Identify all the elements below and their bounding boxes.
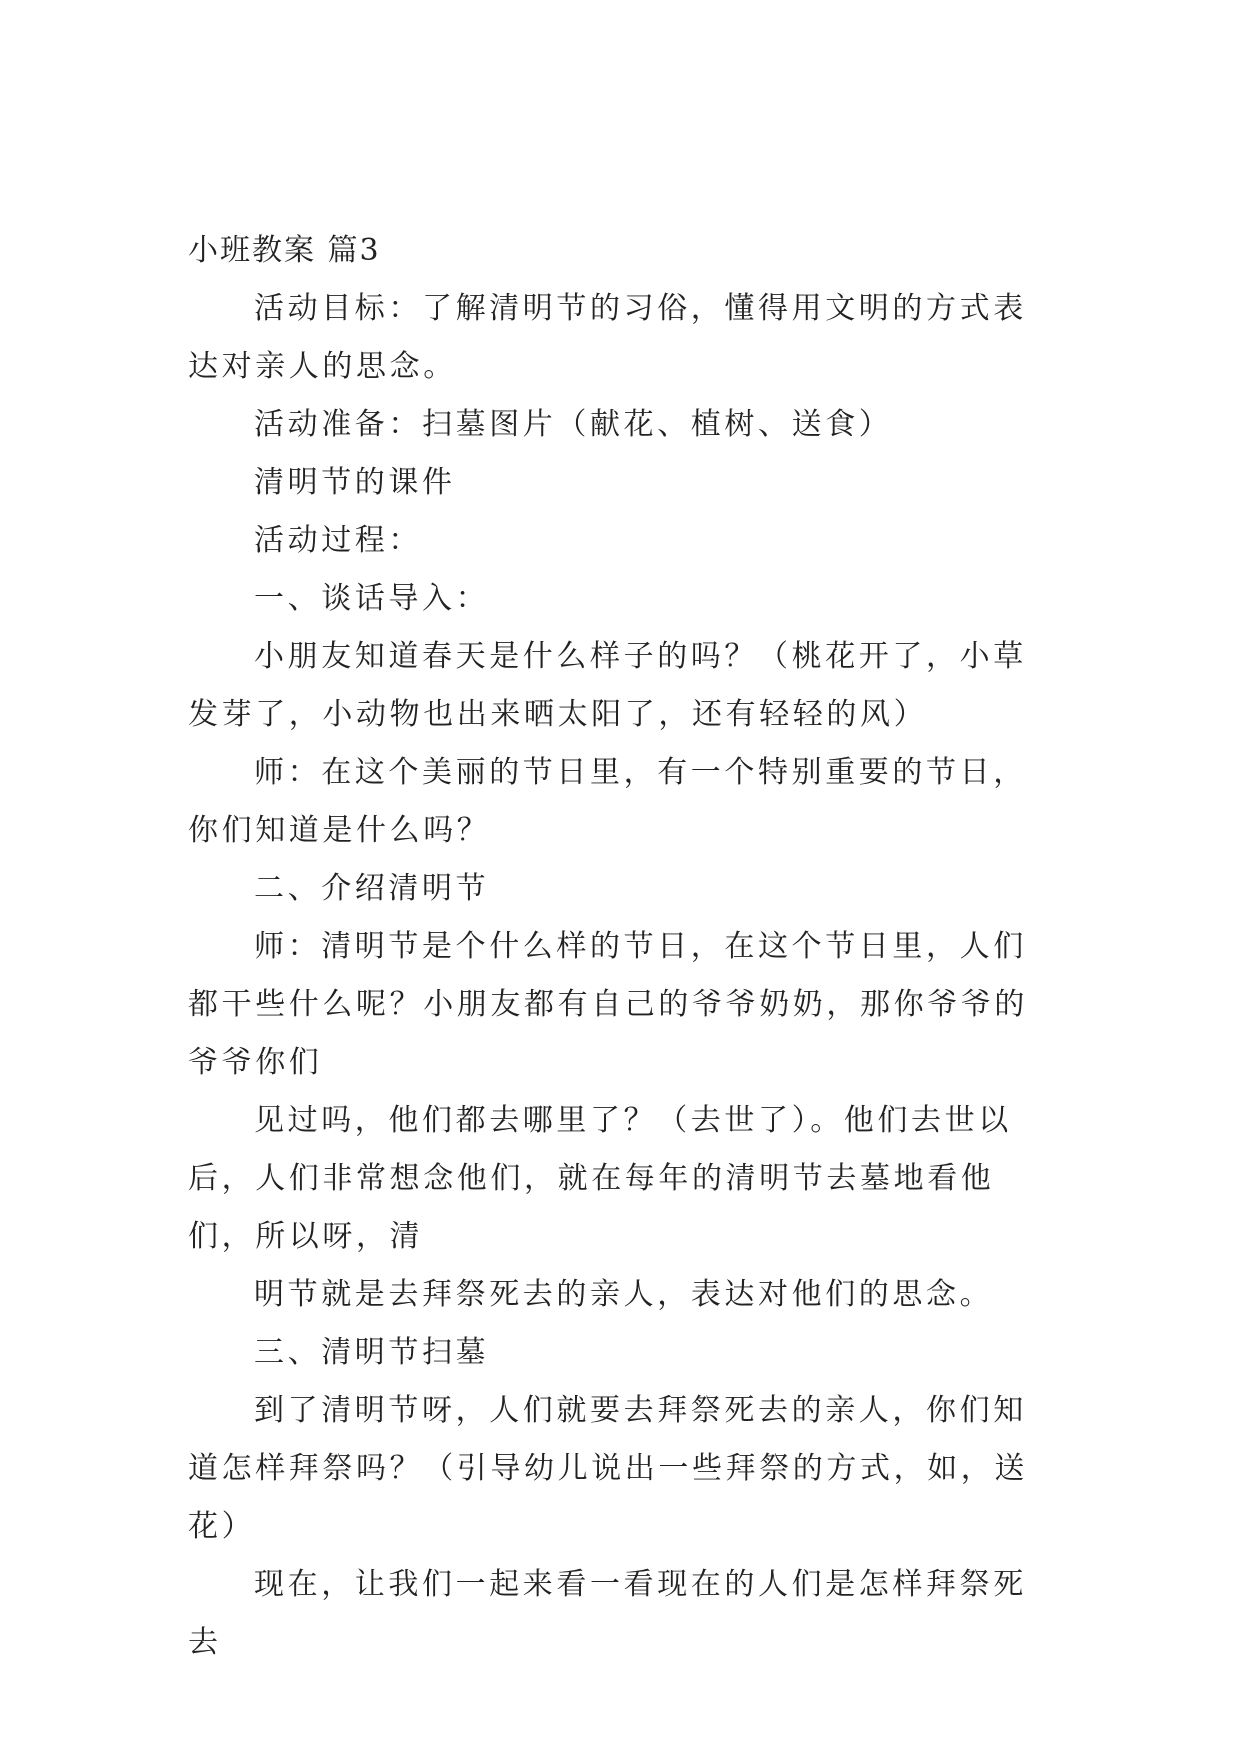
section-heading-3: 三、清明节扫墓 [254, 1335, 490, 1370]
paragraph-courseware: 清明节的课件 [254, 465, 456, 500]
document-title: 小班教案 篇3 [188, 233, 381, 268]
document-body [188, 222, 1054, 1672]
paragraph-worship-question: 到了清明节呀，人们就要去拜祭死去的亲人，你们知道怎样拜祭吗？（引导幼儿说出一些拜祭的方式，如，送花） [188, 1393, 1028, 1544]
section-heading-1: 一、谈话导入： [254, 581, 490, 616]
paragraph-teacher-question: 师：在这个美丽的节日里，有一个特别重要的节日，你们知道是什么吗？ [188, 755, 1027, 848]
paragraph-objective: 活动目标：了解清明节的习俗，懂得用文明的方式表达对亲人的思念。 [188, 291, 1027, 384]
paragraph-spring-question: 小朋友知道春天是什么样子的吗？（桃花开了，小草发芽了，小动物也出来晒太阳了，还有轻轻的风） [188, 639, 1027, 732]
section-heading-2: 二、介绍清明节 [254, 871, 490, 906]
paragraph-process-heading: 活动过程： [254, 523, 422, 558]
paragraph-festival-intro: 师：清明节是个什么样的节日，在这个节日里，人们都干些什么呢？小朋友都有自己的爷爷奶奶，那你爷爷的爷爷你们 [188, 929, 1028, 1080]
paragraph-worship-now: 现在，让我们一起来看一看现在的人们是怎样拜祭死去 [188, 1567, 1027, 1660]
paragraph-festival-intro-cont: 见过吗，他们都去哪里了？（去世了）。他们去世以后，人们非常想念他们，就在每年的清明节去墓地看他们，所以呀，清 [188, 1103, 1012, 1254]
paragraph-festival-meaning: 明节就是去拜祭死去的亲人，表达对他们的思念。 [254, 1277, 994, 1312]
paragraph-preparation: 活动准备：扫墓图片（献花、植树、送食） [254, 407, 893, 442]
